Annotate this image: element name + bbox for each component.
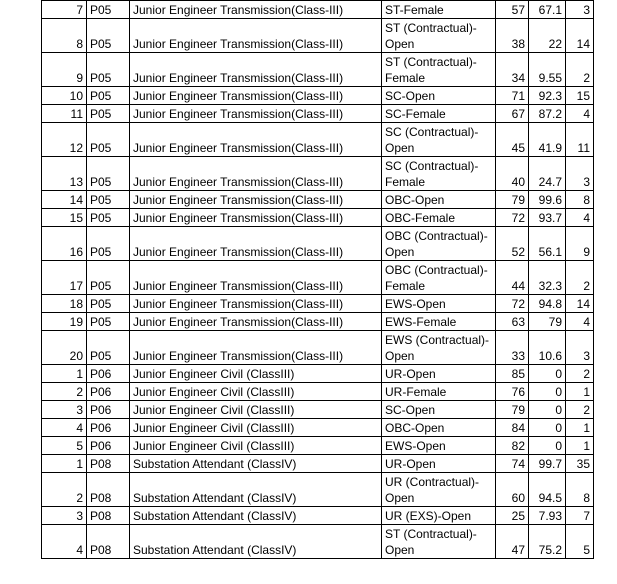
table-row xyxy=(42,313,594,331)
serial-number-cell: 5 xyxy=(42,437,87,455)
post-name-cell: Junior Engineer Transmission(Class-III) xyxy=(130,261,382,295)
table-row xyxy=(42,87,594,105)
value3-cell: 15 xyxy=(566,87,594,105)
post-name-cell: Junior Engineer Transmission(Class-III) xyxy=(130,1,382,19)
table-row xyxy=(42,473,594,507)
post-code-cell: P05 xyxy=(87,105,130,123)
table-row xyxy=(42,507,594,525)
post-code-cell: P06 xyxy=(87,419,130,437)
table-row xyxy=(42,105,594,123)
post-code-cell: P08 xyxy=(87,455,130,473)
category-cell: UR (Contractual)-Open xyxy=(382,473,496,507)
value1-cell: 71 xyxy=(496,87,529,105)
value2-cell: 41.9 xyxy=(529,123,566,157)
serial-number-cell: 15 xyxy=(42,209,87,227)
category-cell: EWS-Open xyxy=(382,437,496,455)
value1-cell: 74 xyxy=(496,455,529,473)
table-row xyxy=(42,1,594,19)
category-cell: ST (Contractual)-Female xyxy=(382,53,496,87)
post-code-cell: P05 xyxy=(87,295,130,313)
serial-number-cell: 14 xyxy=(42,191,87,209)
table-body xyxy=(42,1,594,559)
value3-cell: 3 xyxy=(566,1,594,19)
category-cell: UR-Open xyxy=(382,455,496,473)
category-cell: EWS (Contractual)-Open xyxy=(382,331,496,365)
value1-cell: 76 xyxy=(496,383,529,401)
value1-cell: 79 xyxy=(496,191,529,209)
serial-number-cell: 11 xyxy=(42,105,87,123)
value1-cell: 67 xyxy=(496,105,529,123)
value3-cell: 3 xyxy=(566,157,594,191)
post-code-cell: P05 xyxy=(87,191,130,209)
value3-cell: 5 xyxy=(566,525,594,559)
value3-cell: 8 xyxy=(566,473,594,507)
serial-number-cell: 17 xyxy=(42,261,87,295)
category-cell: UR (EXS)-Open xyxy=(382,507,496,525)
serial-number-cell: 13 xyxy=(42,157,87,191)
post-name-cell: Substation Attendant (ClassIV) xyxy=(130,525,382,559)
value3-cell: 2 xyxy=(566,401,594,419)
category-cell: SC (Contractual)-Open xyxy=(382,123,496,157)
category-cell: SC-Open xyxy=(382,401,496,419)
serial-number-cell: 4 xyxy=(42,525,87,559)
table-row xyxy=(42,191,594,209)
post-name-cell: Substation Attendant (ClassIV) xyxy=(130,507,382,525)
category-cell: ST (Contractual)-Open xyxy=(382,19,496,53)
post-code-cell: P06 xyxy=(87,437,130,455)
category-cell: SC-Open xyxy=(382,87,496,105)
results-table xyxy=(41,0,594,559)
post-name-cell: Junior Engineer Transmission(Class-III) xyxy=(130,313,382,331)
serial-number-cell: 1 xyxy=(42,365,87,383)
post-code-cell: P05 xyxy=(87,19,130,53)
value2-cell: 87.2 xyxy=(529,105,566,123)
post-name-cell: Junior Engineer Transmission(Class-III) xyxy=(130,295,382,313)
post-name-cell: Junior Engineer Transmission(Class-III) xyxy=(130,331,382,365)
post-code-cell: P05 xyxy=(87,157,130,191)
value2-cell: 0 xyxy=(529,419,566,437)
serial-number-cell: 4 xyxy=(42,419,87,437)
table-row xyxy=(42,437,594,455)
post-name-cell: Junior Engineer Civil (ClassIII) xyxy=(130,365,382,383)
value3-cell: 8 xyxy=(566,191,594,209)
category-cell: OBC (Contractual)-Open xyxy=(382,227,496,261)
value1-cell: 57 xyxy=(496,1,529,19)
category-cell: OBC-Female xyxy=(382,209,496,227)
serial-number-cell: 12 xyxy=(42,123,87,157)
post-code-cell: P06 xyxy=(87,365,130,383)
post-name-cell: Substation Attendant (ClassIV) xyxy=(130,455,382,473)
value1-cell: 52 xyxy=(496,227,529,261)
value3-cell: 11 xyxy=(566,123,594,157)
value2-cell: 24.7 xyxy=(529,157,566,191)
post-code-cell: P05 xyxy=(87,87,130,105)
table-row xyxy=(42,295,594,313)
value2-cell: 94.8 xyxy=(529,295,566,313)
table-row xyxy=(42,261,594,295)
table-row xyxy=(42,157,594,191)
table-row xyxy=(42,525,594,559)
value2-cell: 75.2 xyxy=(529,525,566,559)
value1-cell: 79 xyxy=(496,401,529,419)
value1-cell: 38 xyxy=(496,19,529,53)
value1-cell: 44 xyxy=(496,261,529,295)
post-code-cell: P05 xyxy=(87,123,130,157)
value2-cell: 10.6 xyxy=(529,331,566,365)
value1-cell: 60 xyxy=(496,473,529,507)
category-cell: ST-Female xyxy=(382,1,496,19)
post-name-cell: Junior Engineer Transmission(Class-III) xyxy=(130,19,382,53)
post-name-cell: Junior Engineer Civil (ClassIII) xyxy=(130,383,382,401)
value3-cell: 1 xyxy=(566,419,594,437)
category-cell: UR-Female xyxy=(382,383,496,401)
value3-cell: 4 xyxy=(566,105,594,123)
value3-cell: 2 xyxy=(566,261,594,295)
value1-cell: 45 xyxy=(496,123,529,157)
value3-cell: 1 xyxy=(566,437,594,455)
serial-number-cell: 2 xyxy=(42,383,87,401)
post-code-cell: P05 xyxy=(87,261,130,295)
value3-cell: 1 xyxy=(566,383,594,401)
value1-cell: 40 xyxy=(496,157,529,191)
table-row xyxy=(42,365,594,383)
serial-number-cell: 3 xyxy=(42,507,87,525)
serial-number-cell: 8 xyxy=(42,19,87,53)
post-name-cell: Junior Engineer Transmission(Class-III) xyxy=(130,227,382,261)
post-name-cell: Junior Engineer Transmission(Class-III) xyxy=(130,87,382,105)
serial-number-cell: 16 xyxy=(42,227,87,261)
serial-number-cell: 10 xyxy=(42,87,87,105)
category-cell: OBC (Contractual)-Female xyxy=(382,261,496,295)
post-name-cell: Junior Engineer Transmission(Class-III) xyxy=(130,157,382,191)
serial-number-cell: 9 xyxy=(42,53,87,87)
category-cell: SC (Contractual)-Female xyxy=(382,157,496,191)
value1-cell: 34 xyxy=(496,53,529,87)
table-row xyxy=(42,455,594,473)
value2-cell: 79 xyxy=(529,313,566,331)
table-row xyxy=(42,383,594,401)
serial-number-cell: 1 xyxy=(42,455,87,473)
value2-cell: 92.3 xyxy=(529,87,566,105)
post-name-cell: Substation Attendant (ClassIV) xyxy=(130,473,382,507)
value3-cell: 14 xyxy=(566,19,594,53)
value2-cell: 0 xyxy=(529,437,566,455)
category-cell: OBC-Open xyxy=(382,191,496,209)
post-name-cell: Junior Engineer Transmission(Class-III) xyxy=(130,191,382,209)
post-name-cell: Junior Engineer Transmission(Class-III) xyxy=(130,105,382,123)
table-row xyxy=(42,227,594,261)
category-cell: UR-Open xyxy=(382,365,496,383)
value3-cell: 35 xyxy=(566,455,594,473)
value3-cell: 4 xyxy=(566,313,594,331)
value1-cell: 33 xyxy=(496,331,529,365)
post-code-cell: P06 xyxy=(87,383,130,401)
value3-cell: 14 xyxy=(566,295,594,313)
value1-cell: 25 xyxy=(496,507,529,525)
category-cell: SC-Female xyxy=(382,105,496,123)
value2-cell: 0 xyxy=(529,365,566,383)
post-code-cell: P05 xyxy=(87,227,130,261)
post-name-cell: Junior Engineer Transmission(Class-III) xyxy=(130,53,382,87)
value2-cell: 56.1 xyxy=(529,227,566,261)
category-cell: OBC-Open xyxy=(382,419,496,437)
value2-cell: 22 xyxy=(529,19,566,53)
post-code-cell: P05 xyxy=(87,313,130,331)
post-code-cell: P06 xyxy=(87,401,130,419)
value2-cell: 9.55 xyxy=(529,53,566,87)
value3-cell: 2 xyxy=(566,53,594,87)
value2-cell: 94.5 xyxy=(529,473,566,507)
value1-cell: 82 xyxy=(496,437,529,455)
post-code-cell: P05 xyxy=(87,1,130,19)
value2-cell: 0 xyxy=(529,401,566,419)
serial-number-cell: 18 xyxy=(42,295,87,313)
value2-cell: 93.7 xyxy=(529,209,566,227)
table-row xyxy=(42,19,594,53)
post-code-cell: P08 xyxy=(87,525,130,559)
table-row xyxy=(42,123,594,157)
value1-cell: 47 xyxy=(496,525,529,559)
serial-number-cell: 19 xyxy=(42,313,87,331)
post-name-cell: Junior Engineer Transmission(Class-III) xyxy=(130,123,382,157)
value3-cell: 9 xyxy=(566,227,594,261)
value1-cell: 85 xyxy=(496,365,529,383)
category-cell: EWS-Female xyxy=(382,313,496,331)
table-row xyxy=(42,209,594,227)
value3-cell: 2 xyxy=(566,365,594,383)
serial-number-cell: 3 xyxy=(42,401,87,419)
serial-number-cell: 20 xyxy=(42,331,87,365)
serial-number-cell: 2 xyxy=(42,473,87,507)
post-code-cell: P05 xyxy=(87,53,130,87)
value2-cell: 32.3 xyxy=(529,261,566,295)
value1-cell: 72 xyxy=(496,295,529,313)
value2-cell: 7.93 xyxy=(529,507,566,525)
post-code-cell: P08 xyxy=(87,473,130,507)
value2-cell: 99.6 xyxy=(529,191,566,209)
value1-cell: 63 xyxy=(496,313,529,331)
category-cell: EWS-Open xyxy=(382,295,496,313)
value2-cell: 67.1 xyxy=(529,1,566,19)
post-code-cell: P08 xyxy=(87,507,130,525)
post-name-cell: Junior Engineer Civil (ClassIII) xyxy=(130,437,382,455)
post-code-cell: P05 xyxy=(87,331,130,365)
post-name-cell: Junior Engineer Civil (ClassIII) xyxy=(130,419,382,437)
serial-number-cell: 7 xyxy=(42,1,87,19)
value3-cell: 3 xyxy=(566,331,594,365)
category-cell: ST (Contractual)-Open xyxy=(382,525,496,559)
table-row xyxy=(42,401,594,419)
post-name-cell: Junior Engineer Civil (ClassIII) xyxy=(130,401,382,419)
table-row xyxy=(42,419,594,437)
value1-cell: 84 xyxy=(496,419,529,437)
post-name-cell: Junior Engineer Transmission(Class-III) xyxy=(130,209,382,227)
value2-cell: 99.7 xyxy=(529,455,566,473)
value1-cell: 72 xyxy=(496,209,529,227)
value2-cell: 0 xyxy=(529,383,566,401)
table-row xyxy=(42,53,594,87)
table-row xyxy=(42,331,594,365)
post-code-cell: P05 xyxy=(87,209,130,227)
value3-cell: 7 xyxy=(566,507,594,525)
value3-cell: 4 xyxy=(566,209,594,227)
